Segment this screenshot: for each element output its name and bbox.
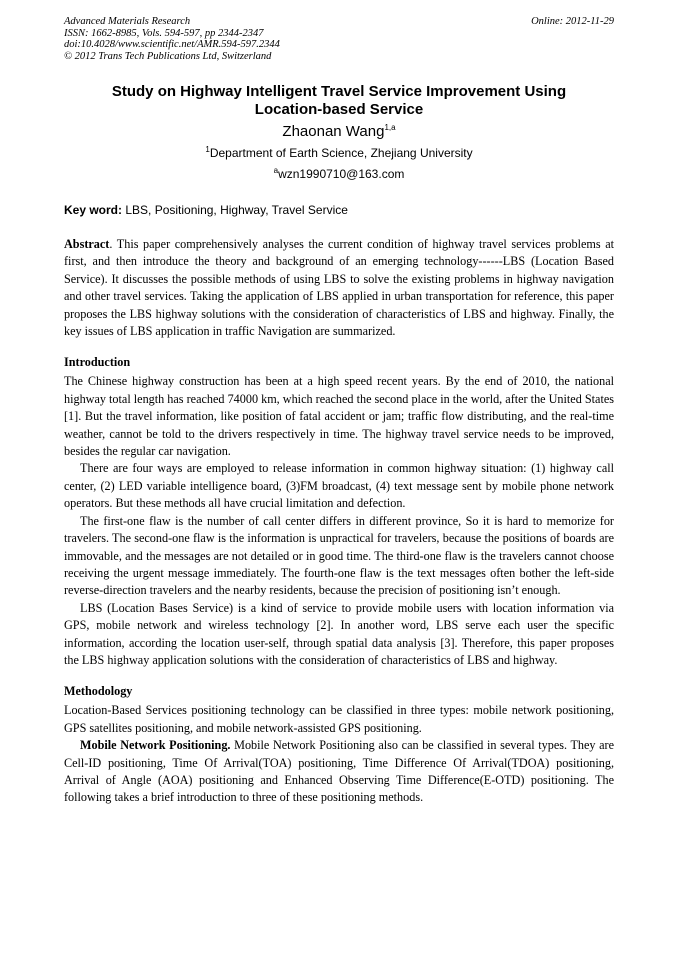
email-line <box>64 166 614 182</box>
journal-name: Advanced Materials Research <box>64 16 191 27</box>
affiliation: Department of Earth Science, Zhejiang University <box>209 146 473 160</box>
journal-info <box>64 16 280 62</box>
introduction-paragraph-1: The Chinese highway construction has been at a high speed recent years. By the end of 2010, the national highway total length has reached 74000 km, which reached the second place in the world, after the United States [1]. But the travel information, like position of fatal accident or jam; traffic flow distributing, and the real-time weather, cannot be told to the drivers respectively in time. The highway travel service needs to be improved, besides the regular car navigation. <box>64 374 614 459</box>
journal-header <box>64 16 614 62</box>
introduction-paragraph-3: The first-one flaw is the number of call center differs in different province, So it is hard to memorize for travelers. The second-one flaw is the information is unpractical for travelers, because the positions of boards are immovable, and the messages are not detailed or in good time. The third-one flaw is the travelers cannot choose receiving the urgent message immediately. The fourth-one flaw is the text messages often bother the left-side reverse-direction travelers and the nearby residents, because the precision of positioning isn’t enough. <box>64 513 614 598</box>
keywords-line <box>64 202 614 218</box>
abstract <box>64 236 614 340</box>
author-superscript: 1,a <box>384 123 396 132</box>
email-superscript: a <box>273 166 279 175</box>
introduction-paragraph-4: LBS (Location Bases Service) is a kind of service to provide mobile users with location information via GPS, mobile network and wireless technology [2]. In another word, LBS serve each user the specific information, according the location user-self, through spatial data analysis [3]. Therefore, this paper proposes the LBS highway application solutions with the consideration of characteristics of LBS and highway. <box>64 600 614 667</box>
author-email: wzn1990710@163.com <box>278 167 405 181</box>
introduction-body <box>64 373 614 669</box>
keywords-label: Key word: <box>64 203 123 217</box>
author-name: Zhaonan Wang <box>282 123 385 140</box>
keywords-text: LBS, Positioning, Highway, Travel Service <box>125 203 348 217</box>
introduction-paragraph-2: There are four ways are employed to release information in common highway situation: (1) highway call center, (2) LED variable intelligence board, (3)FM broadcast, (4) text message sent by mobile phone network operators. But these methods all have crucial limitation and defection. <box>64 461 614 511</box>
methodology-paragraph-2 <box>64 737 614 807</box>
affiliation-line <box>64 145 614 161</box>
section-heading-methodology: Methodology <box>64 684 133 699</box>
journal-copyright: © 2012 Trans Tech Publications Ltd, Switzerland <box>64 50 272 62</box>
methodology-body <box>64 702 614 806</box>
abstract-text: . This paper comprehensively analyses the current condition of highway travel services problems at first, and then introduce the theory and background of an emerging technology------LBS (Location Based Service). It discusses the possible methods of using LBS to solve the existing problems in highway navigation and other travel services. Taking the application of LBS applied in urban transportation for reference, this paper proposes the LBS highway solutions with the consideration of characteristics of LBS and highway. Finally, the key issues of LBS application in traffic Navigation are summarized. <box>64 237 614 339</box>
affiliation-superscript: 1 <box>205 145 210 154</box>
methodology-paragraph-1: Location-Based Services positioning technology can be classified in three types: mobile network positioning, GPS satellites positioning, and mobile network-assisted GPS positioning. <box>64 703 614 735</box>
paper-title: Study on Highway Intelligent Travel Service Improvement Using Location-based Service <box>111 83 567 118</box>
mobile-network-positioning-heading: Mobile Network Positioning. <box>80 738 231 753</box>
section-heading-introduction: Introduction <box>64 355 131 370</box>
online-date: Online: 2012-11-29 <box>531 16 614 27</box>
journal-doi: doi:10.4028/www.scientific.net/AMR.594-597.2344 <box>64 39 280 50</box>
abstract-label: Abstract <box>64 237 110 251</box>
methodology-paragraph-2-text: Mobile Network Positioning also can be classified in several types. They are Cell-ID positioning, Time Of Arrival(TOA) positioning, Time Difference Of Arrival(TDOA) positioning, Arrival of Angle (AOA) positioning and Enhanced Observing Time Difference(E-OTD) positioning. The following takes a brief introduction to three of these positioning methods. <box>64 738 614 805</box>
author-line <box>64 122 614 141</box>
journal-issn: ISSN: 1662-8985, Vols. 594-597, pp 2344-2347 <box>64 27 264 39</box>
